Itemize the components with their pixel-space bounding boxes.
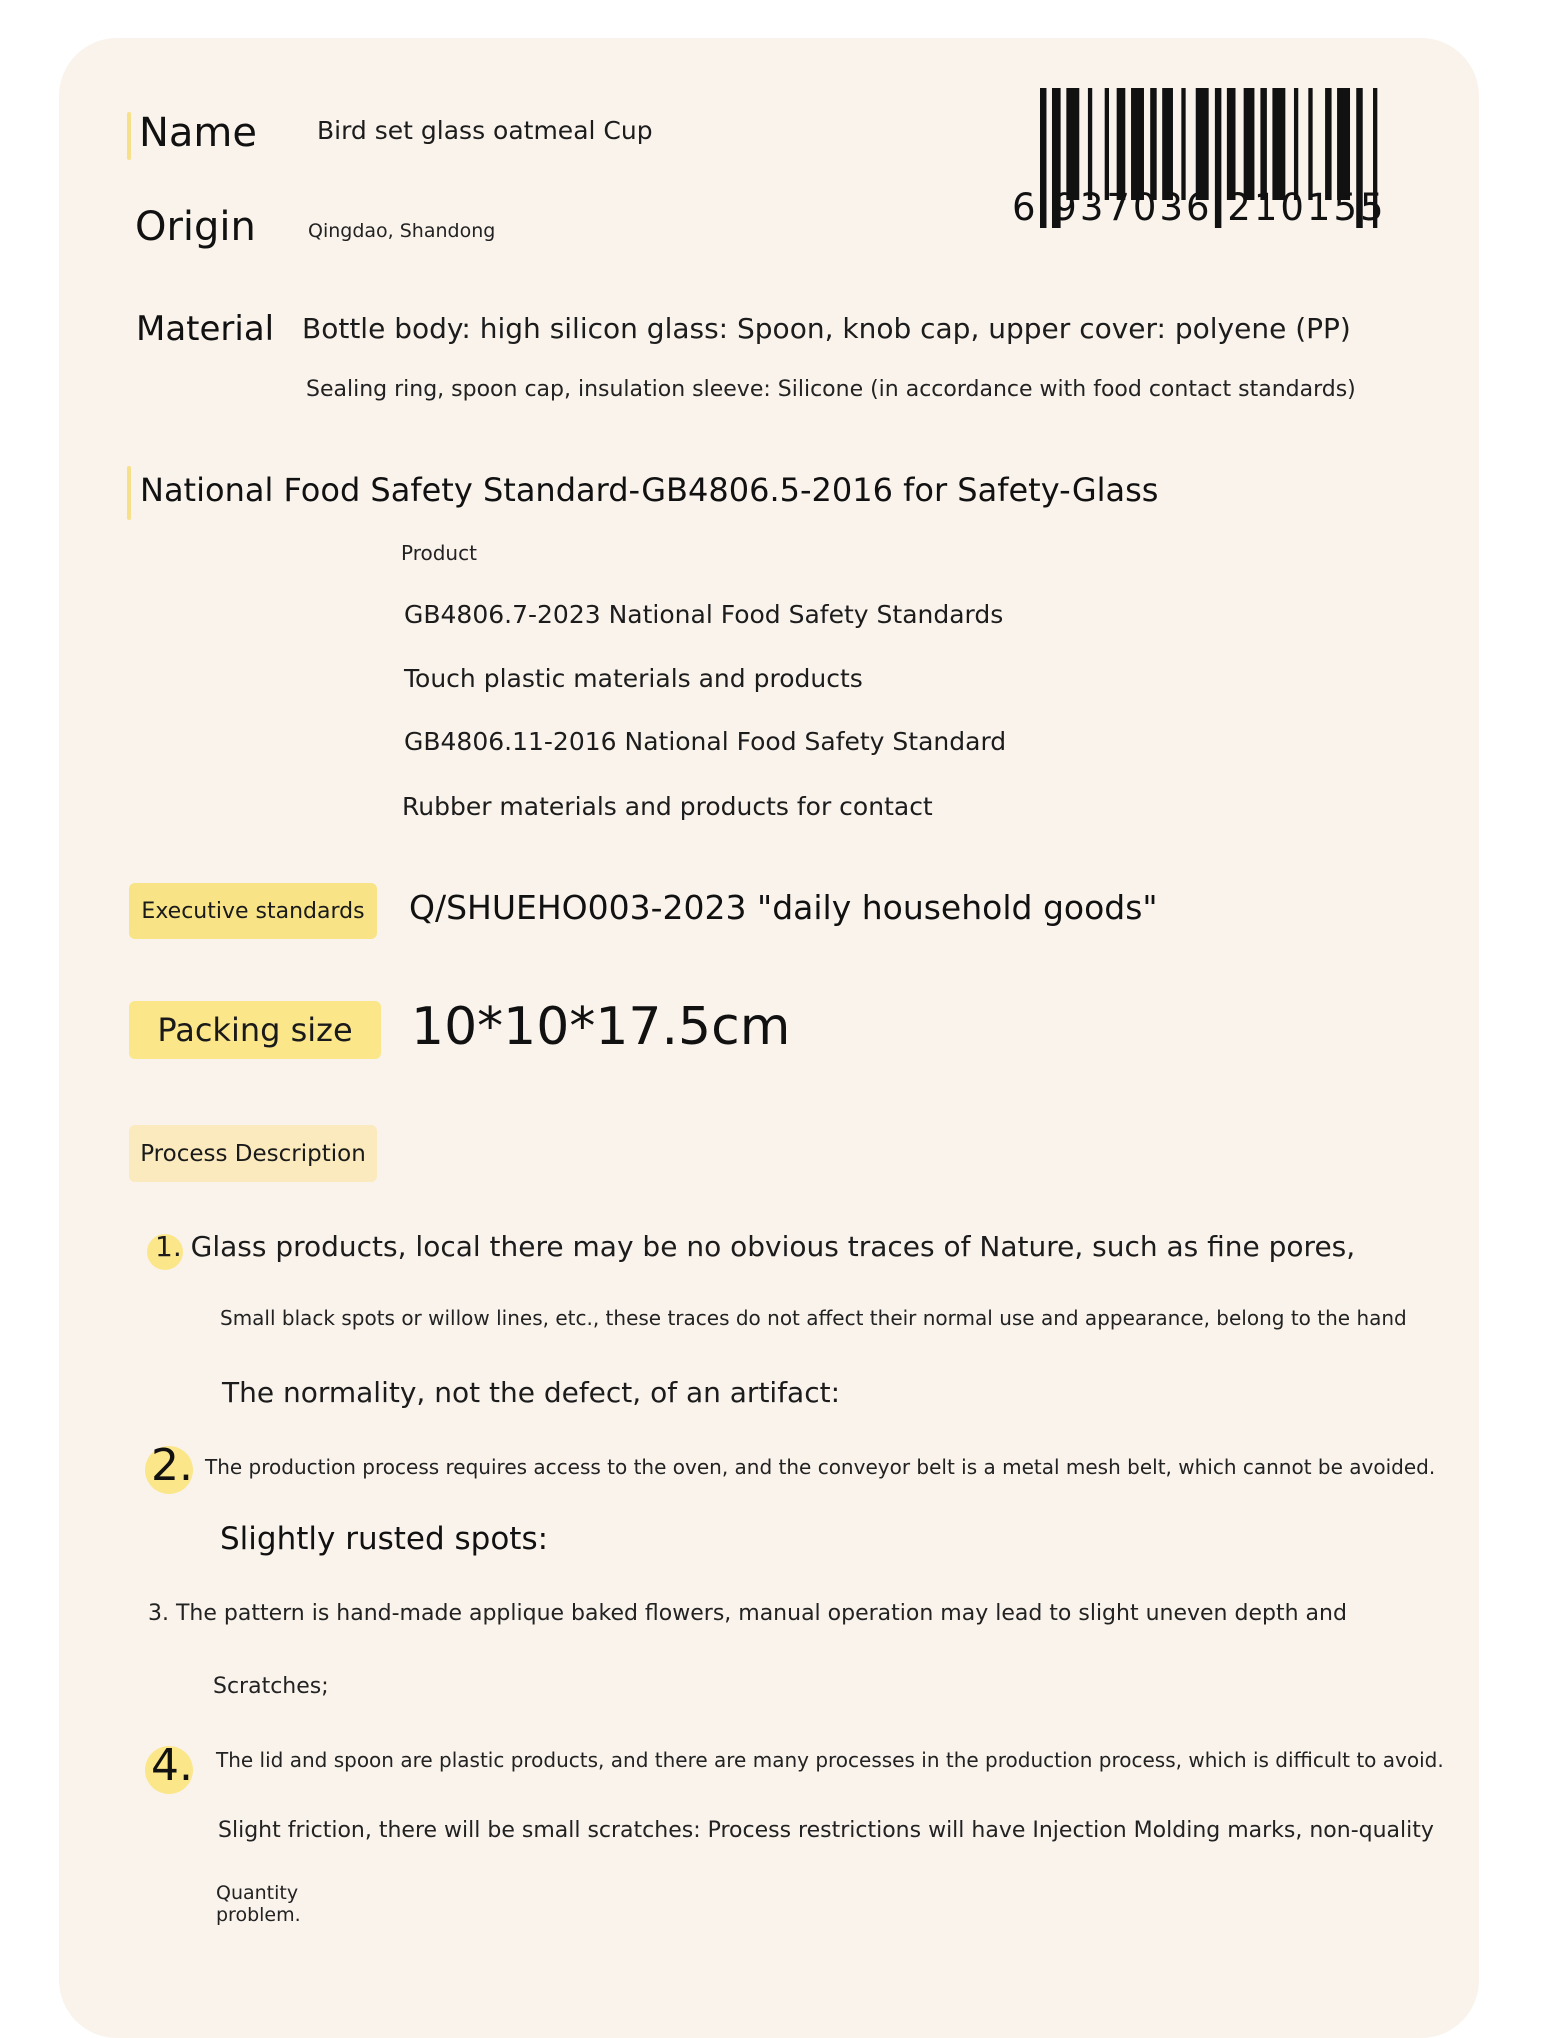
name-label: Name	[139, 110, 258, 156]
process-item-1-line-2: Small black spots or willow lines, etc., these traces do not affect their normal use and appearance, belong to the hand	[220, 1306, 1407, 1330]
executive-label: Executive standards	[129, 883, 377, 939]
process-item-2-line-1: The production process requires access to the oven, and the conveyor belt is a metal mesh belt, which cannot be avoided.	[205, 1455, 1436, 1479]
process-item-1-line-3: The normality, not the defect, of an artifact:	[222, 1376, 841, 1409]
process-item-4-line-2: Slight friction, there will be small scratches: Process restrictions will have Injection Molding marks, non-quality	[218, 1818, 1434, 1843]
process-item-1-line-1: 1. Glass products, local there may be no obvious traces of Nature, such as fine pores,	[155, 1230, 1356, 1263]
process-item-4-number: 4.	[151, 1740, 193, 1791]
process-item-2-line-2: Slightly rusted spots:	[220, 1521, 549, 1557]
name-value: Bird set glass oatmeal Cup	[317, 116, 653, 145]
packing-label: Packing size	[129, 1001, 381, 1059]
standards-line-4: Rubber materials and products for contact	[402, 792, 933, 821]
standards-sub: Product	[401, 541, 477, 565]
process-item-3-line-2: Scratches;	[213, 1674, 329, 1699]
process-item-4-line-3: Quantity	[216, 1882, 299, 1904]
process-label: Process Description	[129, 1125, 377, 1182]
highlight-marker	[127, 112, 131, 160]
process-item-2-number: 2.	[151, 1440, 193, 1491]
process-item-3-line-1: 3. The pattern is hand-made applique baked flowers, manual operation may lead to slight uneven depth and	[148, 1601, 1347, 1626]
material-line-1: Bottle body: high silicon glass: Spoon, knob cap, upper cover: polyene (PP)	[302, 312, 1351, 345]
highlight-marker	[127, 466, 131, 520]
packing-value: 10*10*17.5cm	[411, 997, 791, 1057]
material-line-2: Sealing ring, spoon cap, insulation sleeve: Silicone (in accordance with food contact standards)	[306, 377, 1356, 402]
executive-value: Q/SHUEHO003-2023 "daily household goods"	[409, 888, 1158, 927]
process-item-4-line-1: The lid and spoon are plastic products, and there are many processes in the production process, which is difficult to avoid.	[216, 1748, 1444, 1772]
standards-heading: National Food Safety Standard-GB4806.5-2016 for Safety-Glass	[140, 471, 1159, 509]
material-label: Material	[136, 309, 275, 349]
standards-line-2: Touch plastic materials and products	[404, 664, 863, 693]
process-item-4-line-4: problem.	[216, 1904, 301, 1926]
standards-line-1: GB4806.7-2023 National Food Safety Standards	[404, 600, 1004, 629]
barcode-digits: 6 937036 210155	[1012, 186, 1387, 229]
origin-label: Origin	[135, 204, 256, 250]
standards-line-3: GB4806.11-2016 National Food Safety Standard	[404, 727, 1007, 756]
origin-value: Qingdao, Shandong	[308, 220, 496, 242]
